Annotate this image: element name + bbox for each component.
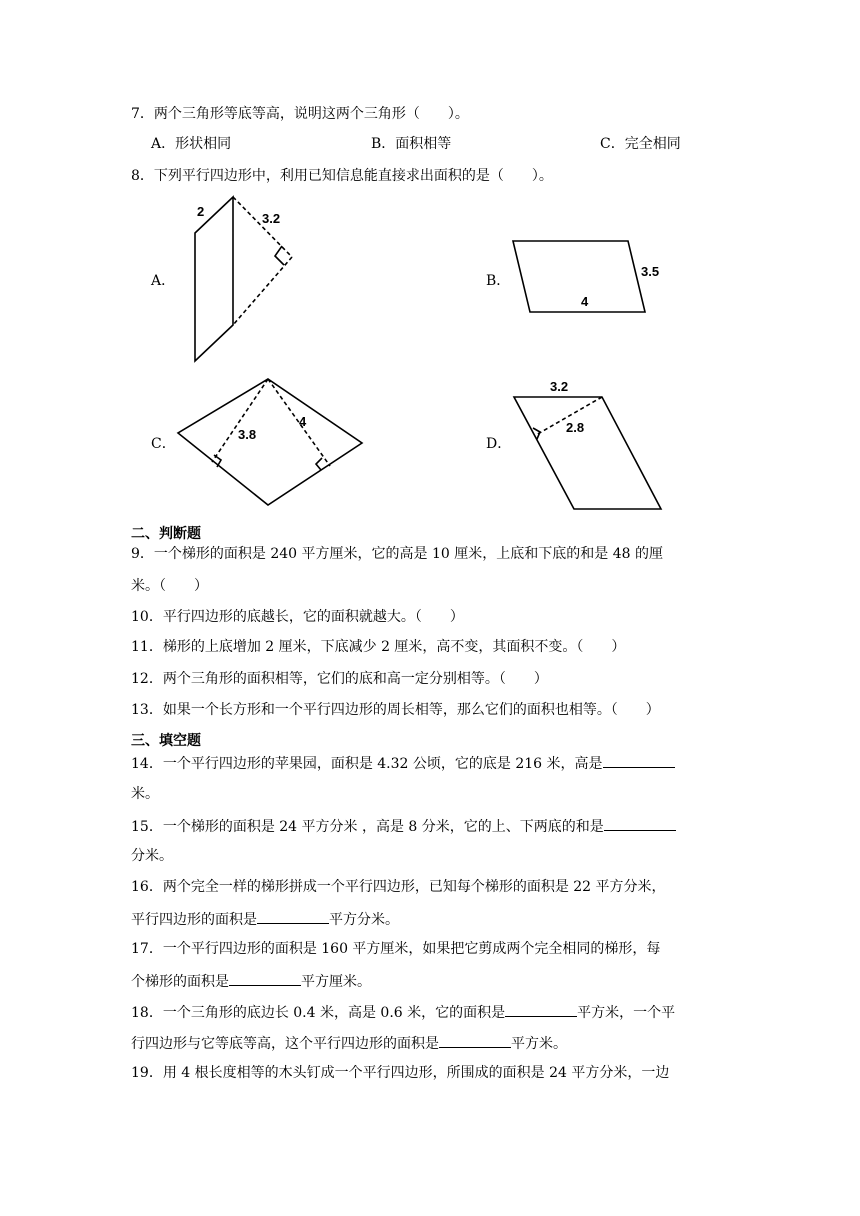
figure-a-label-2: 2 bbox=[197, 204, 205, 219]
figure-d-parallelogram bbox=[514, 397, 661, 509]
figure-c bbox=[178, 379, 362, 505]
section-3-heading: 三、填空题 bbox=[131, 733, 201, 749]
question-7-stem: 7．两个三角形等底等高，说明这两个三角形（ ）。 bbox=[131, 106, 469, 122]
figure-b-parallelogram bbox=[513, 241, 645, 312]
question-15-line-2: 分米。 bbox=[131, 848, 173, 864]
figure-b bbox=[513, 241, 659, 312]
question-14-line-1 bbox=[131, 752, 675, 774]
question-16-text-a: 平行四边形的面积是 bbox=[131, 912, 257, 928]
answer-blank[interactable] bbox=[229, 970, 301, 986]
q7-option-b: B．面积相等 bbox=[371, 136, 452, 152]
figure-a-height-line-top bbox=[233, 197, 292, 257]
figure-d bbox=[514, 379, 661, 509]
question-14-line-2: 米。 bbox=[131, 786, 159, 802]
figure-c-label-4: 4 bbox=[299, 414, 307, 429]
figure-d-label-2.8: 2.8 bbox=[566, 420, 585, 435]
question-17-text-a: 个梯形的面积是 bbox=[131, 974, 229, 990]
q8-label-b: B． bbox=[486, 273, 511, 289]
question-16-line-1: 16．两个完全一样的梯形拼成一个平行四边形，已知每个梯形的面积是 22 平方分米， bbox=[131, 879, 666, 895]
question-15-line-1 bbox=[131, 815, 676, 837]
answer-blank[interactable] bbox=[604, 815, 676, 831]
question-9-line-1: 9．一个梯形的面积是 240 平方厘米，它的高是 10 厘米，上底和下底的和是 48 的厘 bbox=[131, 546, 663, 562]
answer-blank[interactable] bbox=[603, 752, 675, 768]
figure-b-label-3.5: 3.5 bbox=[641, 264, 660, 279]
q8-label-d: D． bbox=[486, 436, 512, 452]
question-18-text-d: 平方米。 bbox=[511, 1036, 567, 1052]
question-17-line-2 bbox=[131, 970, 371, 992]
question-19-line-1: 19．用 4 根长度相等的木头钉成一个平行四边形，所围成的面积是 24 平方分米，一边 bbox=[131, 1065, 670, 1081]
question-18-line-2 bbox=[131, 1032, 567, 1054]
figure-c-right-angle-right bbox=[316, 458, 322, 470]
question-13: 13．如果一个长方形和一个平行四边形的周长相等，那么它们的面积也相等。（ ） bbox=[131, 702, 660, 718]
question-10: 10．平行四边形的底越长，它的面积就越大。（ ） bbox=[131, 609, 464, 625]
figure-c-parallelogram bbox=[178, 379, 362, 505]
section-2-heading: 二、判断题 bbox=[131, 526, 201, 542]
answer-blank[interactable] bbox=[257, 908, 329, 924]
question-17-line-1: 17．一个平行四边形的面积是 160 平方厘米，如果把它剪成两个完全相同的梯形，每 bbox=[131, 941, 661, 957]
figure-a bbox=[195, 197, 292, 361]
figure-a-height-line-bottom bbox=[233, 257, 292, 325]
q8-label-a: A． bbox=[151, 273, 176, 289]
figure-b-label-4: 4 bbox=[581, 294, 589, 309]
figure-c-label-3.8: 3.8 bbox=[238, 427, 257, 442]
question-18-text-a: 18．一个三角形的底边长 0.4 米，高是 0.6 米，它的面积是 bbox=[131, 1005, 506, 1021]
q8-label-c: C． bbox=[151, 436, 176, 452]
q7-option-a: A．形状相同 bbox=[151, 136, 232, 152]
question-9-line-2: 米。（ ） bbox=[131, 578, 208, 594]
figure-c-height-left bbox=[212, 379, 268, 462]
figure-d-label-3.2: 3.2 bbox=[550, 379, 569, 394]
question-18-text-c: 行四边形与它等底等高，这个平行四边形的面积是 bbox=[131, 1036, 439, 1052]
question-15-text: 15．一个梯形的面积是 24 平方分米 ，高是 8 分米，它的上、下两底的和是 bbox=[131, 819, 604, 835]
figure-a-label-3.2: 3.2 bbox=[262, 211, 281, 226]
figure-a-parallelogram bbox=[195, 197, 233, 361]
question-16-line-2 bbox=[131, 908, 399, 930]
question-12: 12．两个三角形的面积相等，它们的底和高一定分别相等。（ ） bbox=[131, 671, 548, 687]
figure-a-right-angle bbox=[275, 246, 284, 265]
question-8-stem: 8．下列平行四边形中，利用已知信息能直接求出面积的是（ ）。 bbox=[131, 168, 553, 184]
question-14-text: 14．一个平行四边形的苹果园，面积是 4.32 公顷，它的底是 216 米，高是 bbox=[131, 756, 603, 772]
answer-blank[interactable] bbox=[439, 1032, 511, 1048]
question-18-line-1 bbox=[131, 1001, 675, 1023]
q7-option-c: C．完全相同 bbox=[600, 136, 681, 152]
question-18-text-b: 平方米，一个平 bbox=[577, 1005, 676, 1021]
question-17-text-b: 平方厘米。 bbox=[301, 974, 371, 990]
question-16-text-b: 平方分米。 bbox=[329, 912, 399, 928]
answer-blank[interactable] bbox=[505, 1001, 577, 1017]
question-11: 11．梯形的上底增加 2 厘米，下底减少 2 厘米，高不变，其面积不变。（ ） bbox=[131, 639, 626, 655]
